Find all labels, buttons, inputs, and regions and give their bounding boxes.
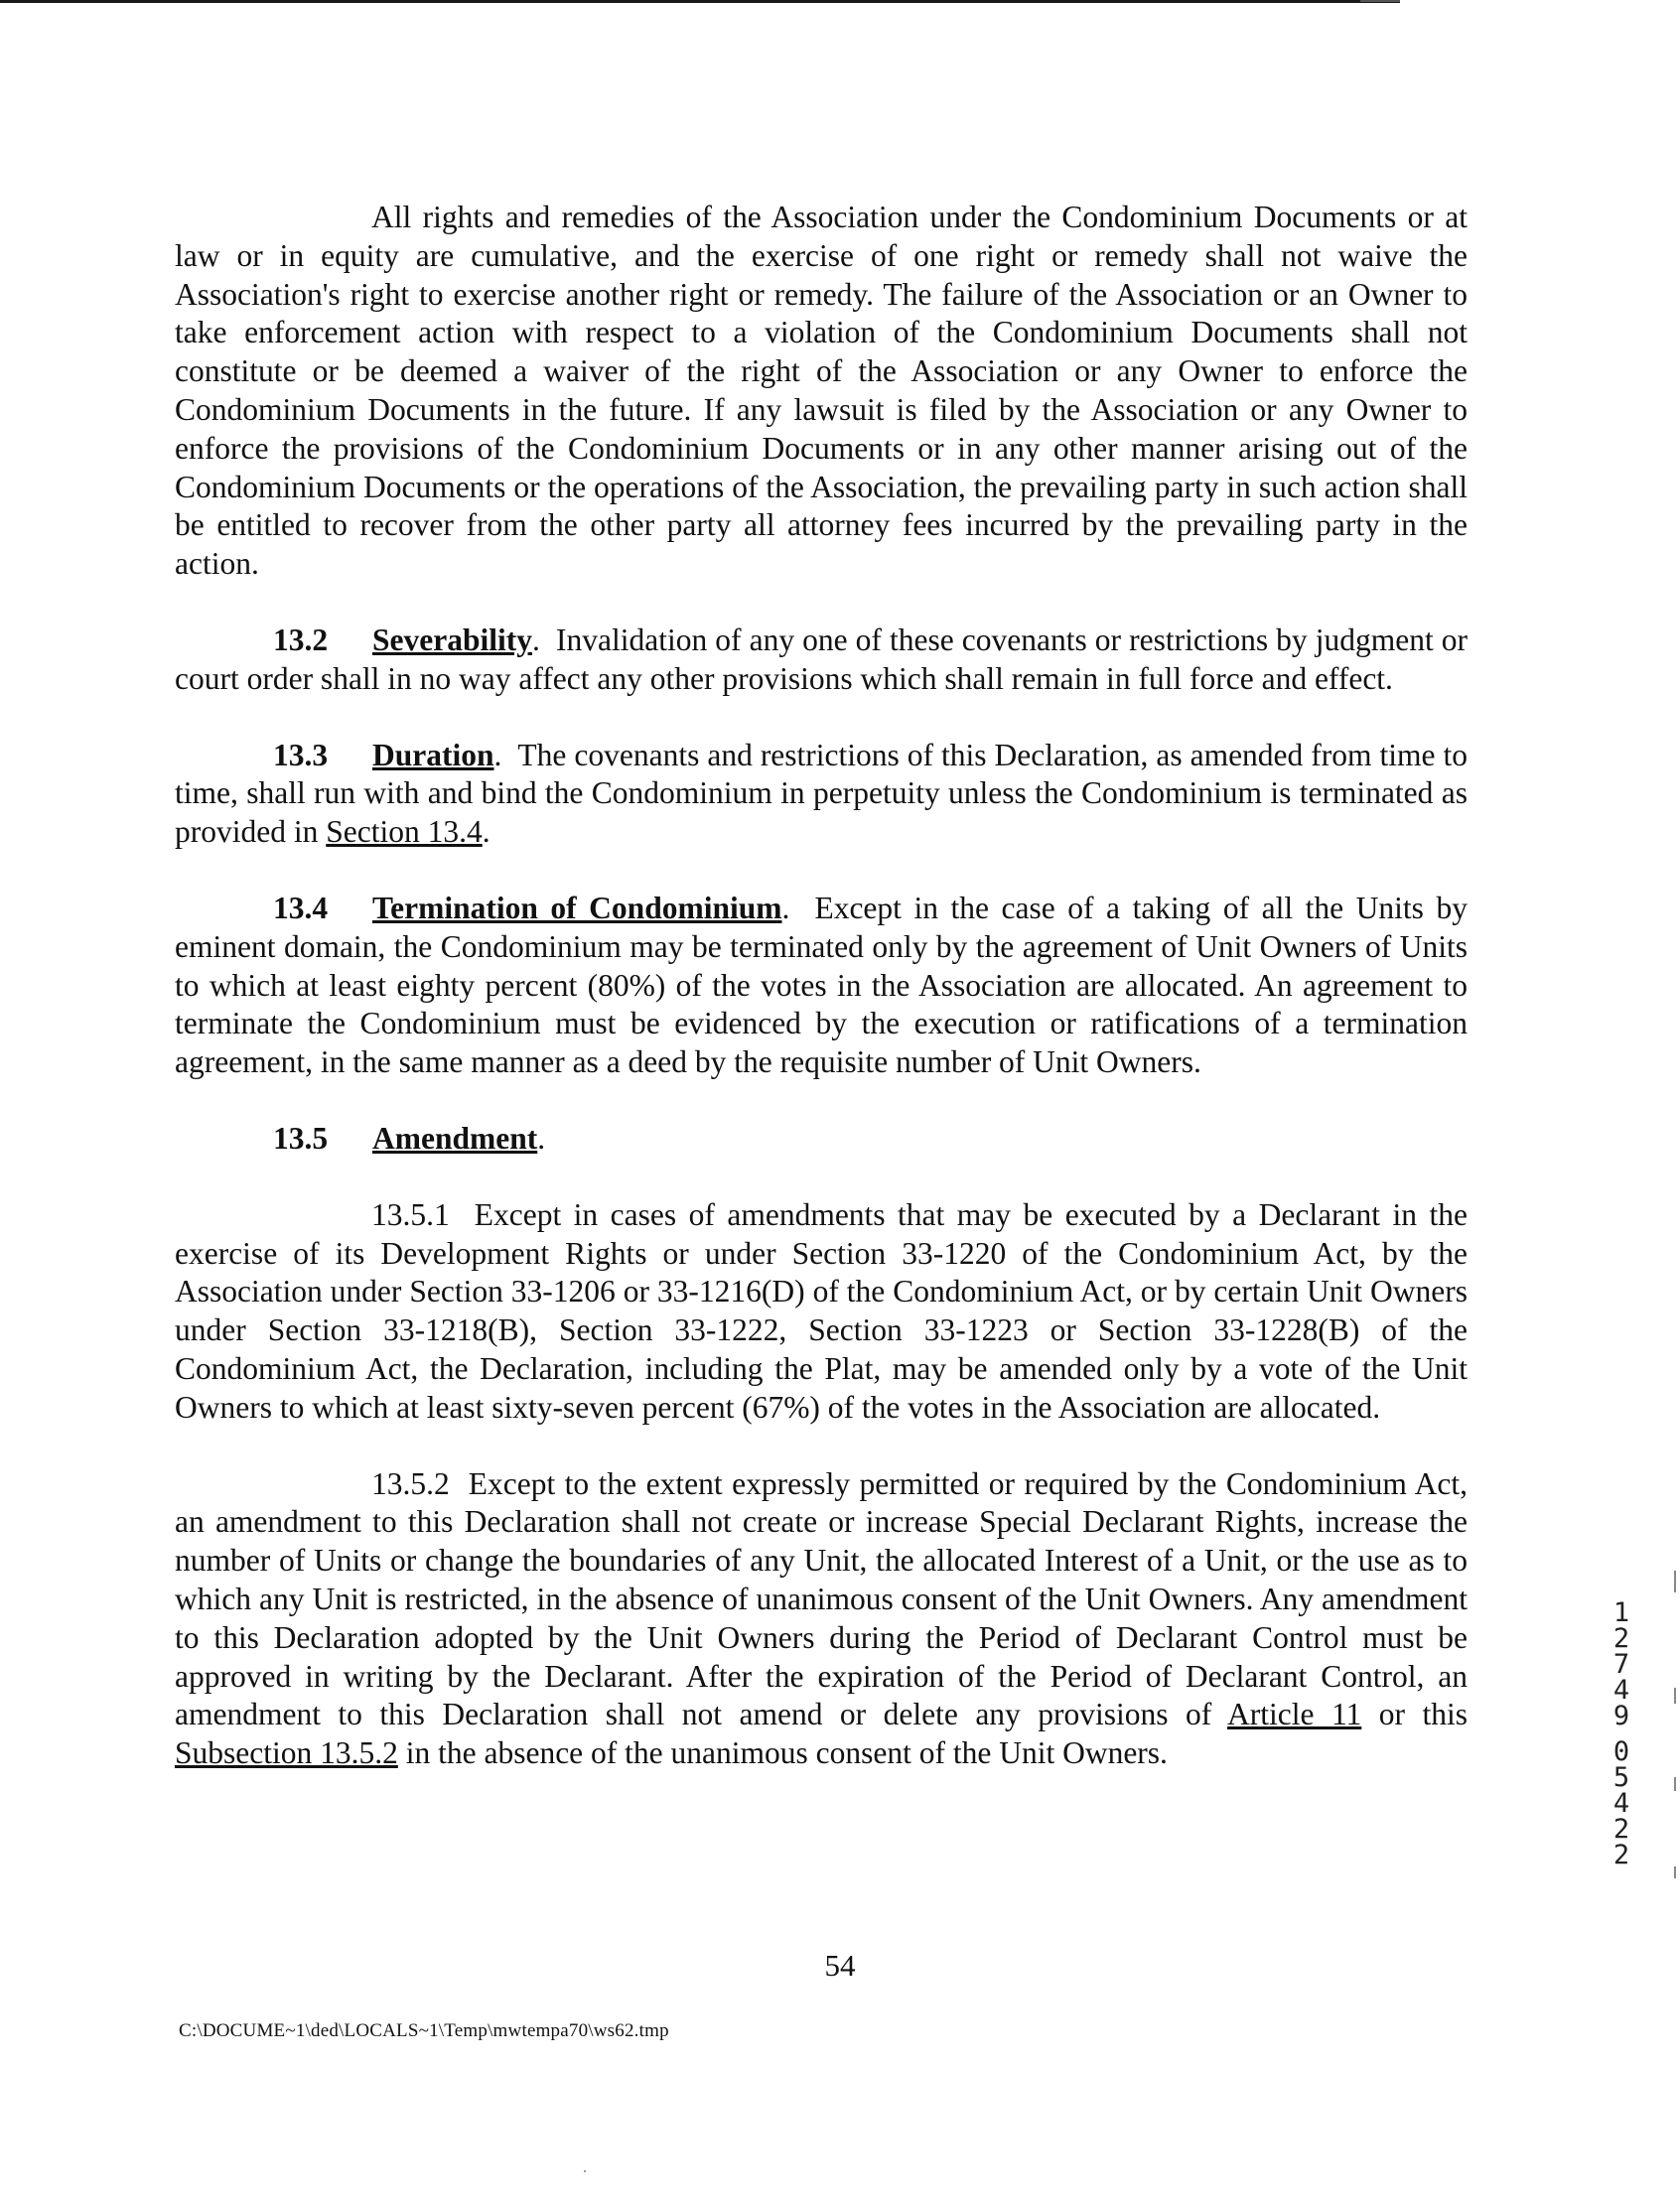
stamp-digit: 2 [1612, 1623, 1630, 1654]
section-text: Invalidation of any one of these covenants or restrictions by judgment or court order shall in no way affect any other provisions which shall remain in full force and effect. [175, 621, 1468, 696]
subsection-number: 13.5.2 [371, 1465, 450, 1501]
stamp-digit: 1 [1612, 1597, 1630, 1628]
stamp-digit: 9 [1612, 1701, 1630, 1731]
section-13-5: 13.5 Amendment. [175, 1120, 1468, 1159]
recording-stamp-page [1607, 1736, 1636, 1870]
intro-paragraph: All rights and remedies of the Association under the Condominium Documents or at law or in equity are cumulative, and the exercise of one right or remedy shall not waive the Association's right to exercise another right or remedy. The failure of the Association or an Owner to take enforcement action with respect to a violation of the Condominium Documents shall not constitute or be deemed a waiver of the right of the Association or any Owner to enforce the Condominium Documents in the future. If any lawsuit is filed by the Association or any Owner to enforce the provisions of the Condominium Documents or in any other manner arising out of the Condominium Documents or the operations of the Association, the prevailing party in such action shall be entitled to recover from the other party all attorney fees incurred by the prevailing party in the action. [175, 200, 1468, 582]
stamp-digit: 7 [1612, 1649, 1630, 1680]
section-13-3: 13.3 Duration. The covenants and restrictions of this Declaration, as amended from time to time, shall run with and bind the Condominium in perpetuity unless the Condominium is terminated as provided in Section 13.4. [175, 737, 1469, 850]
section-reference: Section 13.4 [326, 814, 483, 850]
article-reference: Article 11 [1227, 1697, 1362, 1732]
stamp-digit: 4 [1612, 1788, 1630, 1819]
right-scan-edge-mark [1674, 1866, 1676, 1878]
section-number: 13.3 [273, 737, 329, 772]
scan-speck [584, 2170, 586, 2172]
section-title-amendment: Amendment [372, 1120, 538, 1156]
right-scan-edge-mark [1674, 1777, 1676, 1791]
top-scan-edge-rule-tail [1360, 0, 1400, 2]
section-number: 13.2 [273, 621, 329, 657]
section-title-termination: Termination of Condominium [372, 890, 782, 925]
section-text-end: . [482, 814, 490, 850]
subsection-13-5-1 [175, 1196, 1468, 1428]
right-scan-edge-mark [1674, 1688, 1676, 1704]
subsection-text: in the absence of the unanimous consent of the Unit Owners. [405, 1735, 1168, 1771]
section-13-4: 13.4 Termination of Condominium. Except in the case of a taking of all the Units by eminent domain, the Condominium may be terminated only by the agreement of Unit Owners of Units to which at least eighty percent (80%) of the votes in the Association are allocated. An agreement to terminate the Condominium must be evidenced by the execution or ratifications of a termination agreement, in the same manner as a deed by the requisite number of Unit Owners. [175, 890, 1468, 1080]
stamp-digit: 4 [1612, 1675, 1630, 1706]
document-body [175, 199, 1468, 1773]
stamp-digit: 0 [1612, 1736, 1630, 1767]
stamp-digit: 2 [1612, 1840, 1630, 1870]
subsection-text: Except in cases of amendments that may be executed by a Declarant in the exercise of its Development Rights or under Section 33-1220 of the Condominium Act, by the Association under Section 33-1206 or 33-1216(D) of the Condominium Act, or by certain Unit Owners under Section 33-1218(B), Section 33-1222, Section 33-1223 or Section 33-1228(B) of the Condominium Act, the Declaration, including the Plat, may be amended only by a vote of the Unit Owners to which at least sixty-seven percent (67%) of the votes in the Association are allocated. [175, 1196, 1468, 1425]
section-title-duration: Duration [372, 737, 494, 772]
subsection-text: or this [1378, 1697, 1468, 1732]
section-13-2: 13.2 Severability. Invalidation of any one of these covenants or restrictions by judgment or court order shall in no way affect any other provisions which shall remain in full force and effect. [175, 621, 1468, 696]
section-number: 13.4 [273, 890, 329, 925]
section-text: The covenants and restrictions of this Declaration, as amended from time to time, shall run with and bind the Condominium in perpetuity unless the Condominium is terminated as provided in [175, 737, 1469, 850]
page-number: 54 [824, 1948, 856, 1983]
section-title-severability: Severability [372, 621, 532, 657]
file-path-footer: C:\DOCUME~1\ded\LOCALS~1\Temp\mwtempa70\ws62.tmp [179, 2020, 669, 2041]
section-text: Except in the case of a taking of all the Units by eminent domain, the Condominium may be terminated only by the agreement of Unit Owners of Units to which at least eighty percent (80%) of the votes in the Association are allocated. An agreement to terminate the Condominium must be evidenced by the execution or ratifications of a termination agreement, in the same manner as a deed by the requisite number of Unit Owners. [175, 890, 1468, 1080]
section-number: 13.5 [273, 1120, 329, 1156]
recording-stamp-book [1607, 1597, 1636, 1731]
stamp-digit: 5 [1612, 1762, 1630, 1793]
right-scan-edge-mark [1674, 1571, 1676, 1592]
subsection-13-5-2 [175, 1465, 1468, 1773]
subsection-reference: Subsection 13.5.2 [175, 1735, 398, 1771]
subsection-number: 13.5.1 [371, 1196, 450, 1232]
stamp-digit: 2 [1612, 1814, 1630, 1845]
top-scan-edge-rule [0, 0, 1400, 3]
subsection-text: Except to the extent expressly permitted or required by the Condominium Act, an amendment to this Declaration shall not create or increase Special Declarant Rights, increase the number of Units or change the boundaries of any Unit, the allocated Interest of a Unit, or the use as to which any Unit is restricted, in the absence of unanimous consent of the Unit Owners. Any amendment to this Declaration adopted by the Unit Owners during the Period of Declarant Control must be approved in writing by the Declarant. After the expiration of the Period of Declarant Control, an amendment to this Declaration shall not amend or delete any provisions of [175, 1465, 1469, 1732]
